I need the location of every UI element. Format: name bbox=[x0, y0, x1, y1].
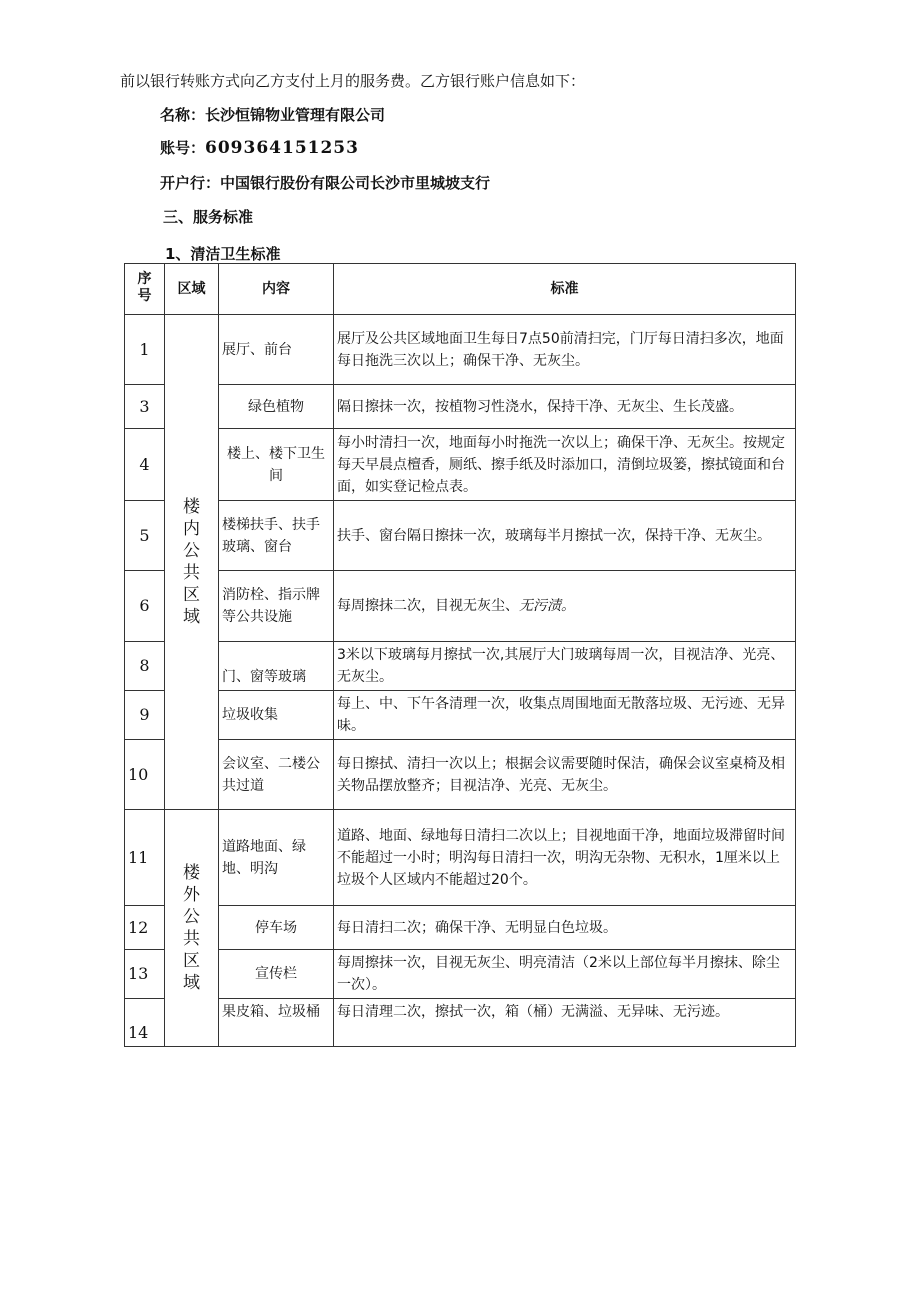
row-content: 消防栓、指示牌等公共设施 bbox=[219, 571, 334, 642]
table-row bbox=[125, 740, 796, 810]
intro-text: 前以银行转账方式向乙方支付上月的服务费。乙方银行账户信息如下： bbox=[120, 72, 586, 90]
account-bank-value: 中国银行股份有限公司长沙市里城坡支行 bbox=[220, 174, 491, 192]
row-no: 11 bbox=[125, 810, 165, 906]
row-no: 4 bbox=[125, 429, 165, 501]
table-row bbox=[125, 999, 796, 1047]
row-content: 垃圾收集 bbox=[219, 691, 334, 740]
row-content: 绿色植物 bbox=[219, 385, 334, 429]
row-no: 1 bbox=[125, 315, 165, 385]
account-bank-label: 开户行： bbox=[160, 174, 221, 192]
row-content: 楼上、楼下卫生间 bbox=[219, 429, 334, 501]
row-standard: 每日清扫二次；确保干净、无明显白色垃圾。 bbox=[334, 906, 796, 950]
row-no: 12 bbox=[125, 906, 165, 950]
row-content: 楼梯扶手、扶手玻璃、窗台 bbox=[219, 501, 334, 571]
row-standard: 隔日擦抹一次，按植物习性浇水，保持干净、无灰尘、生长茂盛。 bbox=[334, 385, 796, 429]
account-name-label: 名称： bbox=[160, 106, 206, 124]
subsection-title: 1、清洁卫生标准 bbox=[165, 245, 281, 263]
account-number-value: 609364151253 bbox=[205, 138, 359, 158]
row-no: 14 bbox=[125, 999, 165, 1047]
table-row bbox=[125, 429, 796, 501]
table-row bbox=[125, 642, 796, 691]
area-outdoor: 楼外公共区域 bbox=[165, 810, 219, 1047]
row-standard: 每小时清扫一次，地面每小时拖洗一次以上；确保干净、无灰尘。按规定每天早晨点檀香，厕纸、擦手纸及时添加口，清倒垃圾篓，擦拭镜面和台面，如实登记检点表。 bbox=[334, 429, 796, 501]
row-standard: 每上、中、下午各清理一次，收集点周围地面无散落垃圾、无污迹、无异味。 bbox=[334, 691, 796, 740]
row-content: 果皮箱、垃圾桶 bbox=[219, 999, 334, 1047]
header-standard: 标准 bbox=[334, 264, 796, 315]
row-content: 停车场 bbox=[219, 906, 334, 950]
account-name-line bbox=[160, 104, 385, 125]
row-content: 门、窗等玻璃 bbox=[219, 642, 334, 691]
cleaning-standards-table bbox=[124, 263, 796, 1047]
section-title: 三、服务标准 bbox=[163, 208, 254, 226]
row-standard: 每周擦抹二次，目视无灰尘、无污渍。 bbox=[334, 571, 796, 642]
table-row bbox=[125, 571, 796, 642]
header-no: 序号 bbox=[125, 264, 165, 315]
account-number-line bbox=[160, 137, 359, 158]
table-row bbox=[125, 501, 796, 571]
row-no: 9 bbox=[125, 691, 165, 740]
table-row bbox=[125, 385, 796, 429]
header-area: 区域 bbox=[165, 264, 219, 315]
row-standard: 3米以下玻璃每月擦拭一次,其展厅大门玻璃每周一次，目视洁净、光亮、无灰尘。 bbox=[334, 642, 796, 691]
table-row bbox=[125, 906, 796, 950]
header-content: 内容 bbox=[219, 264, 334, 315]
table-header-row bbox=[125, 264, 796, 315]
row-no: 5 bbox=[125, 501, 165, 571]
area-indoor: 楼内公共区域 bbox=[165, 315, 219, 810]
row-no: 13 bbox=[125, 950, 165, 999]
row-no: 8 bbox=[125, 642, 165, 691]
row-standard: 每日清理二次，擦拭一次，箱（桶）无满溢、无异味、无污迹。 bbox=[334, 999, 796, 1047]
row-content: 道路地面、绿地、明沟 bbox=[219, 810, 334, 906]
row-no: 3 bbox=[125, 385, 165, 429]
row-content: 宣传栏 bbox=[219, 950, 334, 999]
table-row bbox=[125, 950, 796, 999]
row-no: 10 bbox=[125, 740, 165, 810]
row-standard: 每周擦抹一次，目视无灰尘、明亮清洁（2米以上部位每半月擦抹、除尘一次）。 bbox=[334, 950, 796, 999]
row-content: 会议室、二楼公共过道 bbox=[219, 740, 334, 810]
row-standard: 扶手、窗台隔日擦抹一次，玻璃每半月擦拭一次，保持干净、无灰尘。 bbox=[334, 501, 796, 571]
row-standard: 道路、地面、绿地每日清扫二次以上；目视地面干净，地面垃圾滞留时间不能超过一小时；明沟每日清扫一次，明沟无杂物、无积水，1厘米以上垃圾个人区域内不能超过20个。 bbox=[334, 810, 796, 906]
account-number-label: 账号： bbox=[160, 139, 206, 157]
account-name-value: 长沙恒锦物业管理有限公司 bbox=[205, 106, 386, 124]
table-row bbox=[125, 810, 796, 906]
table-row bbox=[125, 691, 796, 740]
account-bank-line bbox=[160, 172, 490, 193]
table-row bbox=[125, 315, 796, 385]
row-no: 6 bbox=[125, 571, 165, 642]
row-standard: 每日擦拭、清扫一次以上；根据会议需要随时保洁，确保会议室桌椅及相关物品摆放整齐；目视洁净、光亮、无灰尘。 bbox=[334, 740, 796, 810]
row-content: 展厅、前台 bbox=[219, 315, 334, 385]
row-standard: 展厅及公共区域地面卫生每日7点50前清扫完，门厅每日清扫多次，地面每日拖洗三次以上；确保干净、无灰尘。 bbox=[334, 315, 796, 385]
